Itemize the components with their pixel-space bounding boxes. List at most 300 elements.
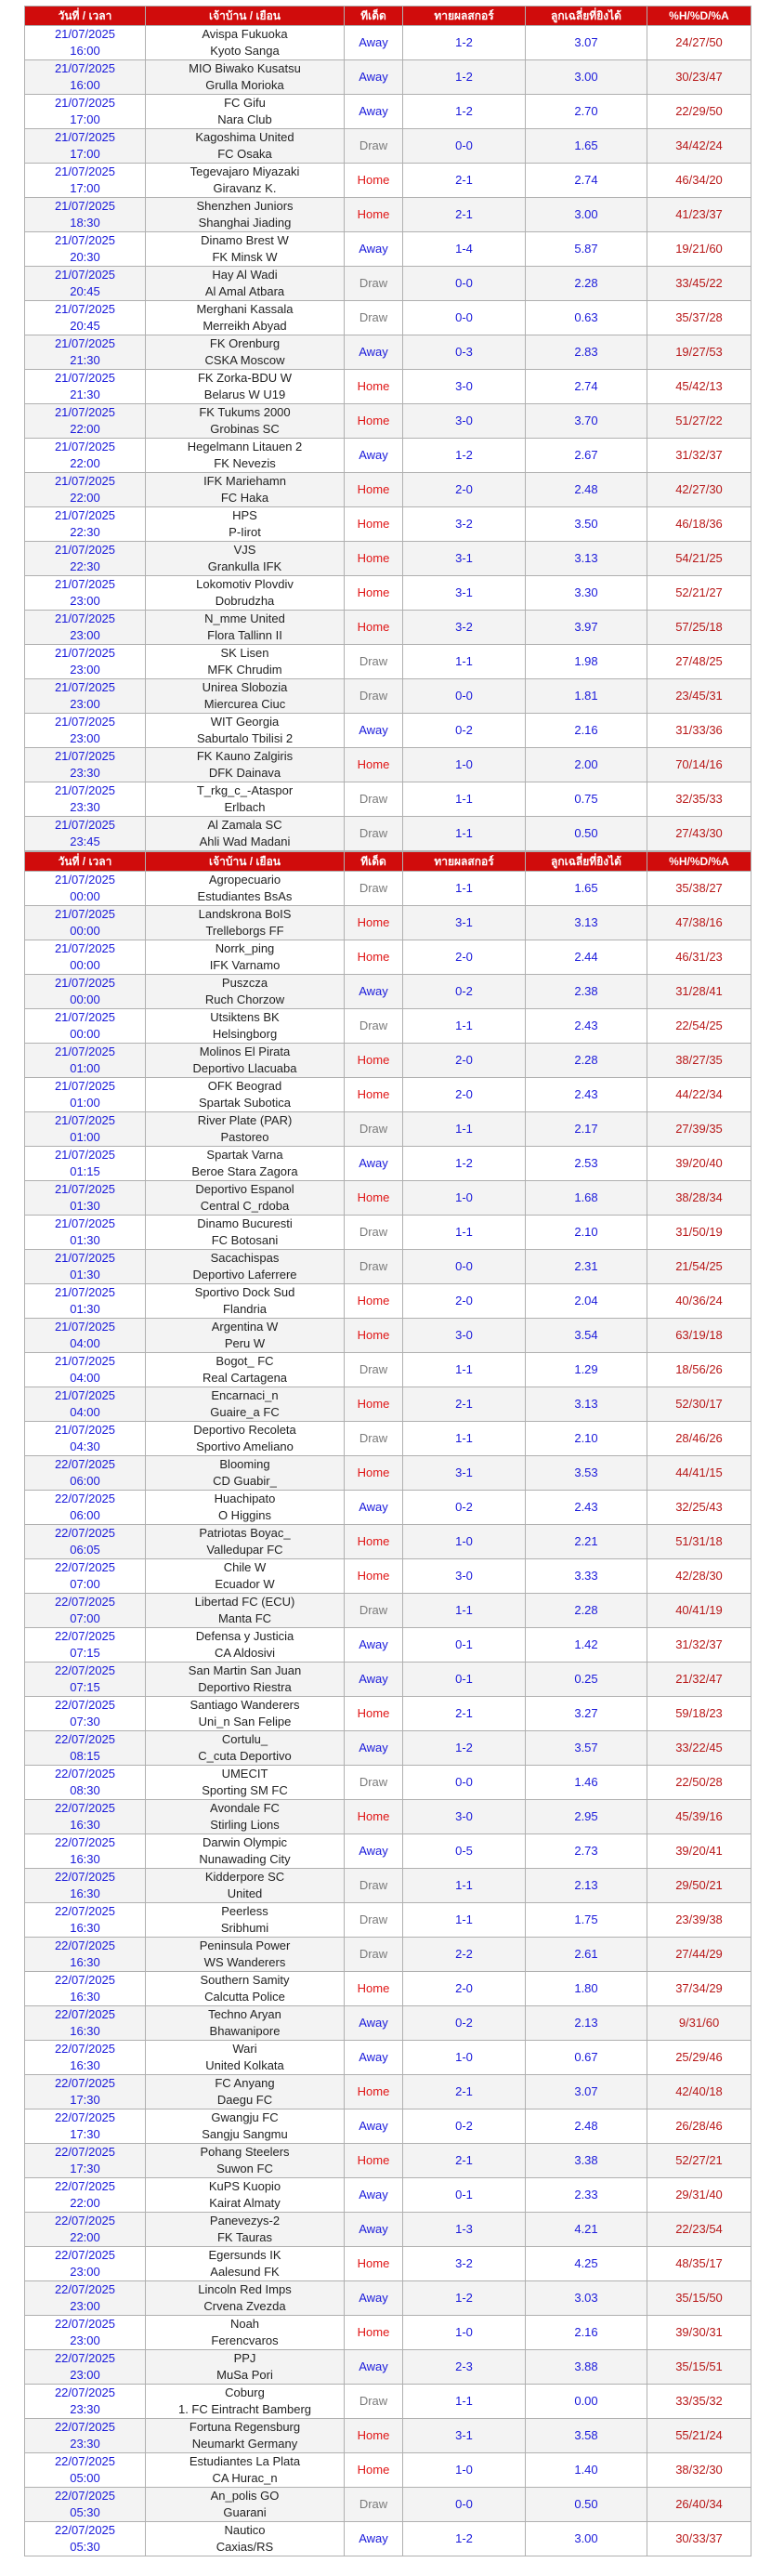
table-row <box>25 1422 751 1456</box>
match-teams-cell <box>146 2419 345 2453</box>
away-team: Guaire_a FC <box>210 1405 280 1419</box>
score-prediction-cell: 0-0 <box>403 129 526 164</box>
home-team: River Plate (PAR) <box>197 1113 293 1127</box>
percentages-cell: 52/21/27 <box>647 576 751 611</box>
table-row <box>25 1216 751 1250</box>
match-time: 22:00 <box>70 2230 100 2244</box>
match-teams-cell <box>146 60 345 95</box>
away-team: Aalesund FK <box>210 2265 280 2279</box>
percentages-cell: 51/27/22 <box>647 404 751 439</box>
match-time: 23:00 <box>70 594 100 608</box>
match-date: 21/07/2025 <box>54 1148 116 1162</box>
percentages-cell: 45/42/13 <box>647 370 751 404</box>
away-team: Spartak Subotica <box>198 1096 291 1110</box>
tip-cell: Away <box>345 335 403 370</box>
percentages-cell: 38/32/30 <box>647 2453 751 2488</box>
average-goals-cell: 0.25 <box>526 1663 647 1697</box>
match-date: 21/07/2025 <box>54 268 116 282</box>
average-goals-cell: 1.65 <box>526 872 647 906</box>
match-teams-cell <box>146 1938 345 1972</box>
average-goals-cell: 3.00 <box>526 198 647 232</box>
average-goals-cell: 2.43 <box>526 1078 647 1112</box>
score-prediction-cell: 1-1 <box>403 645 526 679</box>
match-date: 21/07/2025 <box>54 1079 116 1093</box>
tip-cell: Home <box>345 1697 403 1731</box>
score-prediction-cell: 1-1 <box>403 872 526 906</box>
home-team: PPJ <box>233 2351 256 2365</box>
match-date: 22/07/2025 <box>54 1629 116 1643</box>
table-row <box>25 507 751 542</box>
home-team: Libertad FC (ECU) <box>194 1595 295 1609</box>
away-team: Sribhumi <box>220 1921 269 1935</box>
average-goals-cell: 1.65 <box>526 129 647 164</box>
score-prediction-cell: 1-2 <box>403 60 526 95</box>
average-goals-cell: 3.70 <box>526 404 647 439</box>
match-date: 21/07/2025 <box>54 1388 116 1402</box>
match-teams-cell <box>146 1250 345 1284</box>
score-prediction-cell: 0-0 <box>403 1766 526 1800</box>
match-datetime-cell <box>25 2144 146 2178</box>
percentages-cell: 22/54/25 <box>647 1009 751 1044</box>
match-datetime-cell <box>25 1181 146 1216</box>
average-goals-cell: 3.38 <box>526 2144 647 2178</box>
match-teams-cell <box>146 1559 345 1594</box>
match-teams-cell <box>146 404 345 439</box>
match-datetime-cell <box>25 645 146 679</box>
average-goals-cell: 0.50 <box>526 817 647 851</box>
match-datetime-cell <box>25 1972 146 2006</box>
header-home-away: เจ้าบ้าน / เยือน <box>146 7 345 26</box>
percentages-cell: 42/40/18 <box>647 2075 751 2109</box>
percentages-cell: 35/37/28 <box>647 301 751 335</box>
average-goals-cell: 3.07 <box>526 26 647 60</box>
match-date: 22/07/2025 <box>54 1939 116 1952</box>
tip-cell: Away <box>345 26 403 60</box>
match-date: 21/07/2025 <box>54 749 116 763</box>
average-goals-cell: 2.70 <box>526 95 647 129</box>
home-team: Landskrona BoIS <box>198 907 292 921</box>
tip-cell: Away <box>345 1628 403 1663</box>
match-teams-cell <box>146 2144 345 2178</box>
percentages-cell: 26/40/34 <box>647 2488 751 2522</box>
away-team: Pastoreo <box>220 1130 269 1144</box>
away-team: Manta FC <box>217 1611 272 1625</box>
away-team: WS Wanderers <box>203 1955 286 1969</box>
table-row <box>25 1525 751 1559</box>
away-team: Ahli Wad Madani <box>199 835 291 848</box>
percentages-cell: 27/43/30 <box>647 817 751 851</box>
tip-cell: Away <box>345 2178 403 2213</box>
percentages-cell: 54/21/25 <box>647 542 751 576</box>
percentages-cell: 70/14/16 <box>647 748 751 782</box>
match-time: 22:30 <box>70 559 100 573</box>
average-goals-cell: 3.03 <box>526 2281 647 2316</box>
percentages-cell: 22/29/50 <box>647 95 751 129</box>
score-prediction-cell: 2-1 <box>403 2144 526 2178</box>
table-row <box>25 1663 751 1697</box>
match-date: 21/07/2025 <box>54 1010 116 1024</box>
score-prediction-cell: 2-0 <box>403 473 526 507</box>
table-row <box>25 1972 751 2006</box>
away-team: Kairat Almaty <box>209 2196 281 2210</box>
tip-cell: Draw <box>345 301 403 335</box>
score-prediction-cell: 1-0 <box>403 2316 526 2350</box>
match-teams-cell <box>146 1456 345 1491</box>
match-datetime-cell <box>25 1594 146 1628</box>
match-date: 21/07/2025 <box>54 646 116 660</box>
score-prediction-cell: 2-0 <box>403 1078 526 1112</box>
percentages-cell: 39/30/31 <box>647 2316 751 2350</box>
table-row <box>25 2213 751 2247</box>
match-datetime-cell <box>25 439 146 473</box>
match-teams-cell <box>146 1491 345 1525</box>
score-prediction-cell: 3-0 <box>403 1559 526 1594</box>
match-datetime-cell <box>25 975 146 1009</box>
tip-cell: Home <box>345 542 403 576</box>
match-date: 21/07/2025 <box>54 941 116 955</box>
score-prediction-cell: 1-0 <box>403 748 526 782</box>
score-prediction-cell: 0-2 <box>403 1491 526 1525</box>
away-team: Nara Club <box>217 112 272 126</box>
home-team: FK Orenburg <box>209 336 281 350</box>
score-prediction-cell: 3-0 <box>403 1319 526 1353</box>
home-team: Sacachispas <box>210 1251 280 1265</box>
match-teams-cell <box>146 2247 345 2281</box>
match-time: 21:30 <box>70 353 100 367</box>
average-goals-cell: 3.88 <box>526 2350 647 2385</box>
match-date: 21/07/2025 <box>54 1285 116 1299</box>
match-datetime-cell <box>25 679 146 714</box>
match-teams-cell <box>146 507 345 542</box>
table-row <box>25 1766 751 1800</box>
home-team: Encarnaci_n <box>211 1388 279 1402</box>
score-prediction-cell: 1-1 <box>403 1009 526 1044</box>
average-goals-cell: 1.46 <box>526 1766 647 1800</box>
percentages-cell: 39/20/40 <box>647 1147 751 1181</box>
table-row <box>25 542 751 576</box>
home-team: Spartak Varna <box>206 1148 283 1162</box>
match-date: 21/07/2025 <box>54 1182 116 1196</box>
match-date: 21/07/2025 <box>54 27 116 41</box>
score-prediction-cell: 1-0 <box>403 1525 526 1559</box>
away-team: DFK Dainava <box>208 766 281 780</box>
score-prediction-cell: 2-1 <box>403 1387 526 1422</box>
match-date: 22/07/2025 <box>54 1904 116 1918</box>
away-team: FC Osaka <box>217 147 272 161</box>
match-datetime-cell <box>25 232 146 267</box>
match-time: 01:30 <box>70 1302 100 1316</box>
home-team: FK Zorka-BDU W <box>197 371 293 385</box>
match-date: 22/07/2025 <box>54 2248 116 2262</box>
match-datetime-cell <box>25 26 146 60</box>
tip-cell: Draw <box>345 1009 403 1044</box>
table-row <box>25 817 751 851</box>
match-datetime-cell <box>25 1697 146 1731</box>
away-team: Central C_rdoba <box>200 1199 290 1213</box>
score-prediction-cell: 3-2 <box>403 611 526 645</box>
tip-cell: Away <box>345 1147 403 1181</box>
away-team: Uni_n San Felipe <box>198 1715 292 1728</box>
away-team: Real Cartagena <box>202 1371 288 1385</box>
home-team: SK Lisen <box>220 646 269 660</box>
away-team: Dobrudzha <box>215 594 275 608</box>
score-prediction-cell: 2-1 <box>403 2075 526 2109</box>
match-date: 22/07/2025 <box>54 2007 116 2021</box>
tip-cell: Home <box>345 2419 403 2453</box>
table-row <box>25 26 751 60</box>
score-prediction-cell: 1-2 <box>403 26 526 60</box>
match-time: 18:30 <box>70 216 100 230</box>
table-row <box>25 906 751 940</box>
match-date: 21/07/2025 <box>54 1045 116 1058</box>
average-goals-cell: 3.00 <box>526 2522 647 2556</box>
percentages-cell: 29/50/21 <box>647 1869 751 1903</box>
table-row <box>25 748 751 782</box>
average-goals-cell: 3.30 <box>526 576 647 611</box>
away-team: Giravanz K. <box>213 181 277 195</box>
match-teams-cell <box>146 1903 345 1938</box>
tip-cell: Home <box>345 1181 403 1216</box>
away-team: 1. FC Eintracht Bamberg <box>177 2402 312 2416</box>
tip-cell: Away <box>345 95 403 129</box>
score-prediction-cell: 3-2 <box>403 2247 526 2281</box>
away-team: Bhawanipore <box>209 2024 281 2038</box>
score-prediction-cell: 1-1 <box>403 1869 526 1903</box>
tip-cell: Home <box>345 1284 403 1319</box>
score-prediction-cell: 2-2 <box>403 1938 526 1972</box>
percentages-cell: 35/15/51 <box>647 2350 751 2385</box>
match-time: 16:30 <box>70 1852 100 1866</box>
match-datetime-cell <box>25 1834 146 1869</box>
percentages-cell: 57/25/18 <box>647 611 751 645</box>
match-time: 17:00 <box>70 112 100 126</box>
match-time: 16:30 <box>70 1921 100 1935</box>
match-teams-cell <box>146 1766 345 1800</box>
match-time: 23:00 <box>70 628 100 642</box>
table-row <box>25 95 751 129</box>
match-date: 22/07/2025 <box>54 2179 116 2193</box>
home-team: Peerless <box>221 1904 268 1918</box>
home-team: HPS <box>232 508 257 522</box>
percentages-cell: 9/31/60 <box>647 2006 751 2041</box>
match-time: 23:30 <box>70 766 100 780</box>
match-datetime-cell <box>25 714 146 748</box>
match-time: 17:00 <box>70 181 100 195</box>
score-prediction-cell: 2-1 <box>403 164 526 198</box>
match-teams-cell <box>146 1284 345 1319</box>
away-team: FK Minsk W <box>212 250 278 264</box>
away-team: Crvena Zvezda <box>203 2299 286 2313</box>
home-team: UMECIT <box>221 1767 268 1781</box>
table-row <box>25 2453 751 2488</box>
average-goals-cell: 2.48 <box>526 2109 647 2144</box>
average-goals-cell: 3.07 <box>526 2075 647 2109</box>
home-team: KuPS Kuopio <box>208 2179 281 2193</box>
match-time: 00:00 <box>70 992 100 1006</box>
away-team: P-Iirot <box>229 525 261 539</box>
home-team: Unirea Slobozia <box>202 680 288 694</box>
table-row <box>25 267 751 301</box>
match-datetime-cell <box>25 507 146 542</box>
match-datetime-cell <box>25 1800 146 1834</box>
match-date: 22/07/2025 <box>54 1870 116 1884</box>
home-team: Puszcza <box>221 976 268 990</box>
percentages-cell: 25/29/46 <box>647 2041 751 2075</box>
percentages-cell: 47/38/16 <box>647 906 751 940</box>
average-goals-cell: 2.33 <box>526 2178 647 2213</box>
match-teams-cell <box>146 1147 345 1181</box>
table-row <box>25 1353 751 1387</box>
match-date: 22/07/2025 <box>54 1595 116 1609</box>
table-row <box>25 645 751 679</box>
match-teams-cell <box>146 679 345 714</box>
header-percentages: %H/%D/%A <box>647 852 751 872</box>
home-team: Kidderpore SC <box>204 1870 285 1884</box>
percentages-cell: 30/33/37 <box>647 2522 751 2556</box>
home-team: FK Kauno Zalgiris <box>196 749 294 763</box>
match-teams-cell <box>146 872 345 906</box>
match-date: 22/07/2025 <box>54 2110 116 2124</box>
table-row <box>25 872 751 906</box>
home-team: Avispa Fukuoka <box>202 27 288 41</box>
match-teams-cell <box>146 1869 345 1903</box>
percentages-cell: 34/42/24 <box>647 129 751 164</box>
table-row <box>25 301 751 335</box>
match-time: 05:30 <box>70 2505 100 2519</box>
table-row <box>25 232 751 267</box>
home-team: Coburg <box>225 2385 265 2399</box>
match-date: 21/07/2025 <box>54 1216 116 1230</box>
home-team: IFK Mariehamn <box>203 474 286 488</box>
table-row <box>25 2144 751 2178</box>
match-teams-cell <box>146 232 345 267</box>
average-goals-cell: 2.67 <box>526 439 647 473</box>
match-teams-cell <box>146 1628 345 1663</box>
score-prediction-cell: 1-4 <box>403 232 526 267</box>
percentages-cell: 31/32/37 <box>647 1628 751 1663</box>
match-datetime-cell <box>25 1147 146 1181</box>
match-time: 17:30 <box>70 2162 100 2175</box>
table-header-row <box>25 7 751 26</box>
match-time: 22:00 <box>70 456 100 470</box>
average-goals-cell: 2.13 <box>526 1869 647 1903</box>
home-team: Shenzhen Juniors <box>196 199 294 213</box>
away-team: Miercurea Ciuc <box>203 697 286 711</box>
match-datetime-cell <box>25 267 146 301</box>
match-teams-cell <box>146 335 345 370</box>
match-datetime-cell <box>25 1559 146 1594</box>
home-team: San Martin San Juan <box>188 1663 302 1677</box>
average-goals-cell: 3.54 <box>526 1319 647 1353</box>
match-time: 16:30 <box>70 2024 100 2038</box>
match-datetime-cell <box>25 2247 146 2281</box>
header-average-goals: ลูกเฉลี่ยที่ยิงได้ <box>526 852 647 872</box>
match-time: 04:00 <box>70 1371 100 1385</box>
tip-cell: Away <box>345 2041 403 2075</box>
match-date: 22/07/2025 <box>54 2523 116 2537</box>
match-teams-cell <box>146 2281 345 2316</box>
match-time: 07:00 <box>70 1611 100 1625</box>
average-goals-cell: 2.28 <box>526 1044 647 1078</box>
header-tip: ทีเด็ด <box>345 852 403 872</box>
table-row <box>25 335 751 370</box>
match-teams-cell <box>146 940 345 975</box>
table-row <box>25 1594 751 1628</box>
tip-cell: Home <box>345 507 403 542</box>
match-teams-cell <box>146 714 345 748</box>
average-goals-cell: 2.73 <box>526 1834 647 1869</box>
home-team: Deportivo Recoleta <box>193 1423 296 1437</box>
match-datetime-cell <box>25 782 146 817</box>
match-time: 16:30 <box>70 2058 100 2072</box>
tip-cell: Home <box>345 1972 403 2006</box>
percentages-cell: 19/27/53 <box>647 335 751 370</box>
match-time: 21:30 <box>70 388 100 401</box>
percentages-cell: 59/18/23 <box>647 1697 751 1731</box>
match-time: 16:00 <box>70 78 100 92</box>
tip-cell: Home <box>345 2075 403 2109</box>
match-datetime-cell <box>25 1387 146 1422</box>
tip-cell: Draw <box>345 1903 403 1938</box>
match-time: 17:30 <box>70 2127 100 2141</box>
away-team: Grobinas SC <box>210 422 280 436</box>
score-prediction-cell: 3-1 <box>403 576 526 611</box>
match-teams-cell <box>146 1594 345 1628</box>
match-datetime-cell <box>25 817 146 851</box>
percentages-cell: 38/28/34 <box>647 1181 751 1216</box>
match-datetime-cell <box>25 2350 146 2385</box>
tip-cell: Home <box>345 1800 403 1834</box>
match-date: 21/07/2025 <box>54 508 116 522</box>
tip-cell: Away <box>345 1663 403 1697</box>
average-goals-cell: 1.75 <box>526 1903 647 1938</box>
average-goals-cell: 2.61 <box>526 1938 647 1972</box>
table-row <box>25 1009 751 1044</box>
percentages-cell: 18/56/26 <box>647 1353 751 1387</box>
match-teams-cell <box>146 2453 345 2488</box>
match-time: 04:30 <box>70 1439 100 1453</box>
score-prediction-cell: 1-2 <box>403 2522 526 2556</box>
table-row <box>25 1697 751 1731</box>
match-datetime-cell <box>25 2385 146 2419</box>
match-time: 23:00 <box>70 2333 100 2347</box>
away-team: Daegu FC <box>216 2093 273 2107</box>
match-date: 21/07/2025 <box>54 1251 116 1265</box>
match-date: 21/07/2025 <box>54 783 116 797</box>
home-team: Lokomotiv Plovdiv <box>196 577 294 591</box>
percentages-cell: 52/30/17 <box>647 1387 751 1422</box>
home-team: Cortulu_ <box>221 1732 268 1746</box>
average-goals-cell: 0.00 <box>526 2385 647 2419</box>
away-team: Helsingborg <box>212 1027 278 1041</box>
home-team: Utsiktens BK <box>210 1010 280 1024</box>
table-row <box>25 940 751 975</box>
table-row <box>25 782 751 817</box>
match-time: 00:00 <box>70 889 100 903</box>
match-teams-cell <box>146 2316 345 2350</box>
score-prediction-cell: 2-1 <box>403 1697 526 1731</box>
tip-cell: Draw <box>345 1353 403 1387</box>
match-date: 21/07/2025 <box>54 1354 116 1368</box>
tip-cell: Away <box>345 2109 403 2144</box>
match-time: 23:45 <box>70 835 100 848</box>
away-team: Estudiantes BsAs <box>197 889 293 903</box>
average-goals-cell: 2.21 <box>526 1525 647 1559</box>
table-row <box>25 2385 751 2419</box>
table-row <box>25 404 751 439</box>
away-team: Beroe Stara Zagora <box>191 1164 298 1178</box>
average-goals-cell: 0.67 <box>526 2041 647 2075</box>
